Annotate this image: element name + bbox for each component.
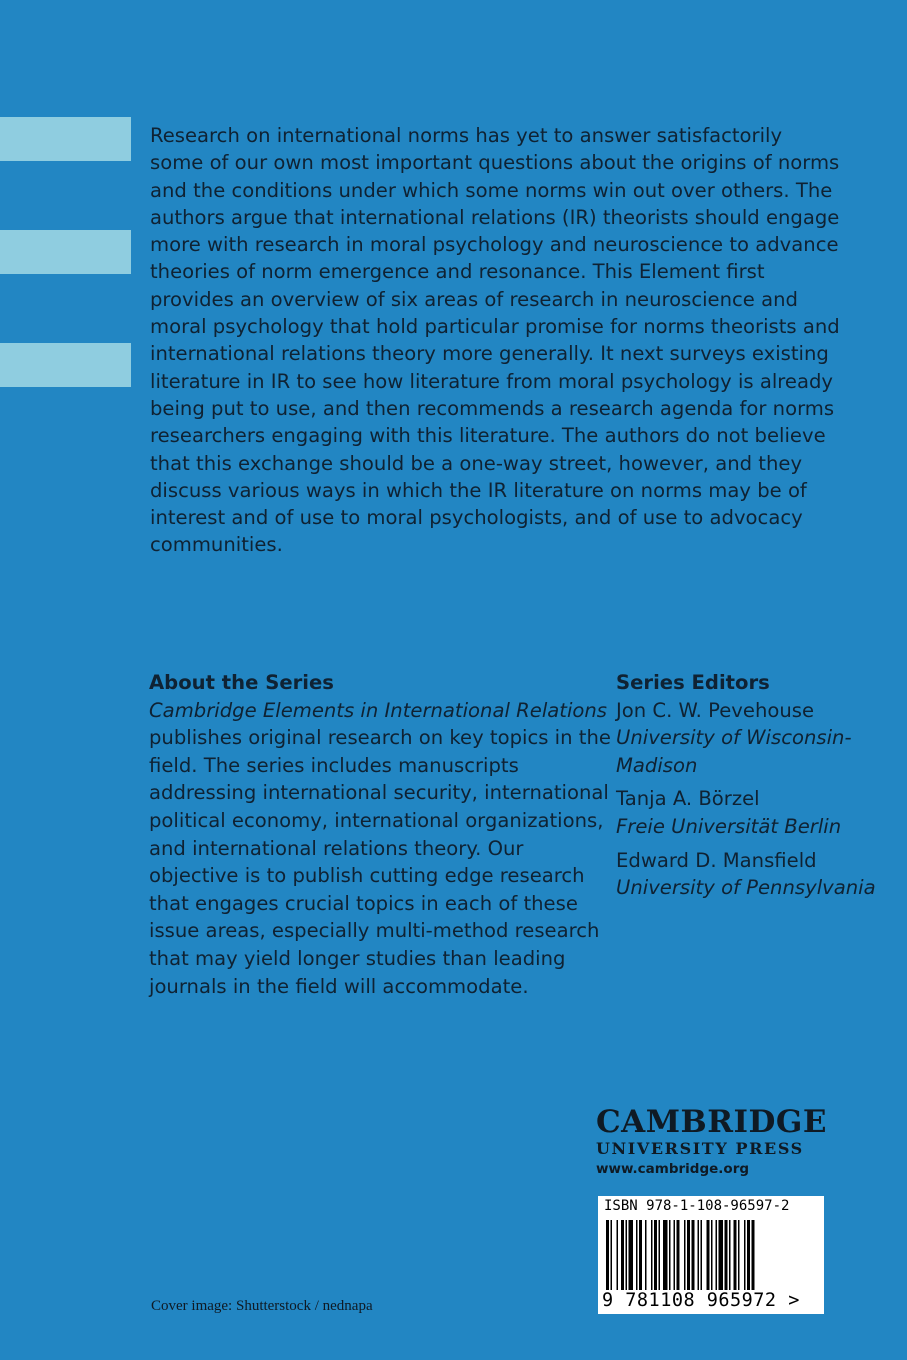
publisher-logo xyxy=(596,1105,826,1179)
series-title: Cambridge Elements in International Relations xyxy=(149,698,608,722)
publisher-url: www.cambridge.org xyxy=(596,1161,750,1177)
isbn-barcode xyxy=(598,1196,824,1314)
editors-heading: Series Editors xyxy=(616,671,770,694)
decorative-tab-1 xyxy=(0,117,131,161)
cover-credit: Cover image: Shutterstock / nednapa xyxy=(151,1298,373,1314)
decorative-tab-3 xyxy=(0,343,131,387)
series-heading: About the Series xyxy=(149,671,334,694)
series-body: publishes original research on key topics in the field. The series includes manuscripts addressing international security, international political economy, international organizations, and international relations theory. Our objective is to publish cutting edge research that engages crucial topics in each of these issue areas, especially multi-method research that may yield longer studies than leading journals in the field will accommodate. xyxy=(149,726,611,998)
editor-entry xyxy=(616,697,876,780)
editor-affiliation: Freie Universität Berlin xyxy=(616,814,842,838)
editor-affiliation: University of Pennsylvania xyxy=(616,876,876,900)
editor-entry xyxy=(616,785,876,840)
editor-name: Tanja A. Börzel xyxy=(616,787,760,811)
isbn-label: ISBN 978-1-108-96597-2 xyxy=(604,1198,790,1214)
about-the-series xyxy=(149,669,619,1000)
decorative-tab-2 xyxy=(0,230,131,274)
book-blurb: Research on international norms has yet to answer satisfactorily some of our own most important questions about the origins of norms and the conditions under which some norms win out over others. The authors argue that international relations (IR) theorists should engage more with research in moral psychology and neuroscience to advance theories of norm emergence and resonance. This Element first provides an overview of six areas of research in neuroscience and moral psychology that hold particular promise for norms theorists and international relations theory more generally. It next surveys existing literature in IR to see how literature from moral psychology is already being put to use, and then recommends a research agenda for norms researchers engaging with this literature. The authors do not believe that this exchange should be a one-way street, however, and they discuss various ways in which the IR literature on norms may be of interest and of use to moral psychologists, and of use to advocacy communities. xyxy=(150,124,840,557)
series-editors xyxy=(616,669,876,908)
publisher-name: CAMBRIDGE xyxy=(596,1104,827,1140)
publisher-press: UNIVERSITY PRESS xyxy=(596,1139,804,1158)
editor-entry xyxy=(616,847,876,902)
editor-affiliation: University of Wisconsin-Madison xyxy=(616,726,852,777)
editor-name: Jon C. W. Pevehouse xyxy=(616,698,815,722)
editor-name: Edward D. Mansfield xyxy=(616,848,817,872)
series-description xyxy=(149,699,611,998)
barcode-bars-icon xyxy=(606,1220,816,1290)
barcode-digits: 9 781108 965972 > xyxy=(602,1290,800,1311)
